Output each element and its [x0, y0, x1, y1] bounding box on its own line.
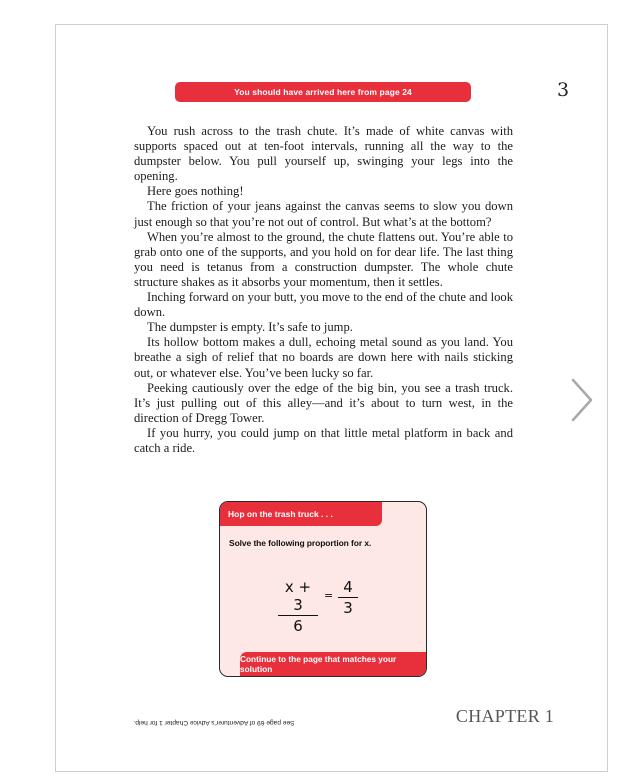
- story-text: [134, 124, 513, 456]
- story-paragraph: Peeking cautiously over the edge of the big bin, you see a trash truck. It’s just pulling out of this alley—and it’s about to turn west, in the direction of Dregg Tower.: [134, 380, 513, 425]
- story-paragraph: If you hurry, you could jump on that little metal platform in back and catch a ride.: [134, 425, 513, 455]
- story-paragraph: When you’re almost to the ground, the chute flattens out. You’re able to grab onto one of the supports, and you hold on for dear life. The last thing you need is tetanus from a construction dumpster. The whole chute structure shakes as it absorbs your momentum, then it settles.: [134, 229, 513, 289]
- story-paragraph: Here goes nothing!: [147, 184, 244, 199]
- right-denominator: 3: [343, 599, 353, 618]
- arrival-banner: You should have arrived here from page 24: [175, 82, 471, 102]
- story-paragraph: The dumpster is empty. It’s safe to jump.: [147, 320, 353, 335]
- fraction-bar: [338, 597, 358, 598]
- chevron-right-icon: [570, 378, 594, 422]
- story-paragraph: The friction of your jeans against the canvas seems to slow you down just enough so that you’re not out of control. But what’s at the bottom?: [134, 199, 513, 229]
- right-numerator: 4: [343, 578, 353, 596]
- puzzle-header: Hop on the trash truck . . .: [220, 502, 382, 526]
- puzzle-box: [219, 501, 427, 677]
- story-paragraph: You rush across to the trash chute. It’s made of white canvas with supports spaced out at ten-foot intervals, running all the way to the dumpster below. You pull yourself up, swinging your legs into the opening.: [134, 124, 513, 184]
- chapter-label: CHAPTER 1: [455, 706, 555, 726]
- left-numerator: x + 3: [284, 578, 312, 614]
- fraction-bar: [278, 615, 318, 616]
- puzzle-footer: Continue to the page that matches your solution: [240, 652, 426, 676]
- story-paragraph: Inching forward on your butt, you move to the end of the chute and look down.: [134, 290, 513, 320]
- equals-sign: =: [324, 589, 334, 602]
- puzzle-instruction: Solve the following proportion for x.: [229, 538, 372, 548]
- right-fraction: [338, 578, 358, 617]
- left-denominator: 6: [293, 617, 303, 636]
- story-paragraph: Its hollow bottom makes a dull, echoing metal sound as you land. You breathe a sigh of relief that no boards are down here with nails sticking out, or whatever else. You’ve been lucky so far.: [134, 335, 513, 380]
- upside-down-help-note: See page 69 of Adventurer’s Advice Chapter 1 for help.: [133, 719, 295, 726]
- next-page-arrow[interactable]: [570, 378, 594, 422]
- proportion-equation: [278, 578, 378, 636]
- left-fraction: [278, 578, 318, 635]
- page-number: 3: [556, 79, 570, 101]
